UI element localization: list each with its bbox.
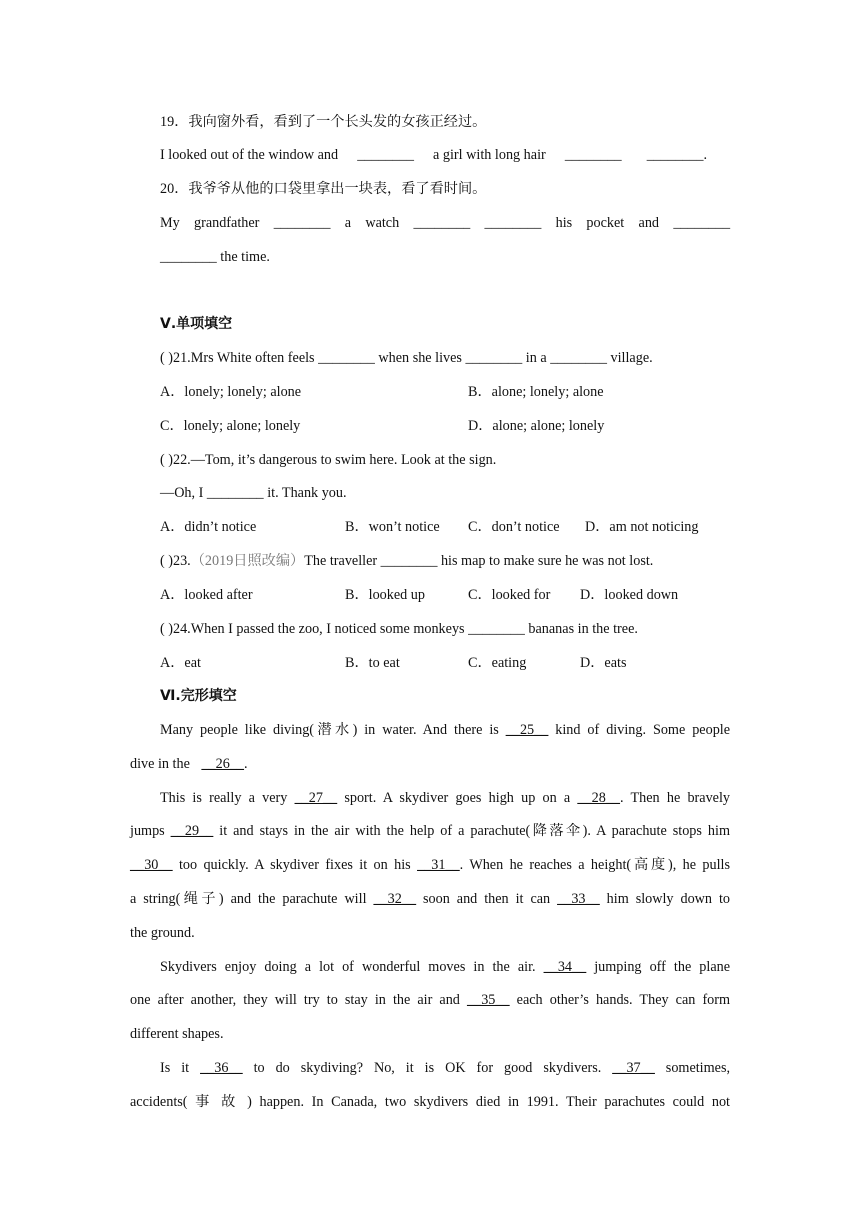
cloze-blank-32: __32__ bbox=[373, 891, 417, 907]
q21-stem: ( )21.Mrs White often feels ________ when she lives ________ in a ________ village. bbox=[160, 350, 653, 366]
q24-stem: ( )24.When I passed the zoo, I noticed some monkeys ________ bananas in the tree. bbox=[160, 621, 638, 637]
q20-blank-1: ________ bbox=[273, 215, 331, 231]
cloze-blank-35: __35__ bbox=[467, 992, 510, 1008]
cloze-blank-34: __34__ bbox=[543, 959, 587, 975]
q21-option-b: B．alone; lonely; alone bbox=[468, 384, 604, 400]
cloze-text: to do skydiving? No, it is OK for good skydivers. bbox=[253, 1060, 602, 1076]
cloze-text: . Then he bravely bbox=[619, 790, 730, 806]
q19-period: . bbox=[703, 147, 707, 163]
cloze-blank-27: __27__ bbox=[294, 790, 338, 806]
q19-blank-2: ________ bbox=[564, 147, 622, 163]
cloze-p4-line2: accidents( 事 故 ) happen. In Canada, two skydivers died in 1991. Their parachutes could not bbox=[130, 1094, 730, 1110]
q20-text-c: his pocket and bbox=[555, 215, 660, 231]
cloze-text: Many people like diving(潜水) in water. And there is bbox=[160, 722, 499, 738]
q24-option-d: D．eats bbox=[580, 655, 627, 671]
q23-source: （2019日照改编） bbox=[190, 553, 305, 569]
cloze-blank-26: __26__ bbox=[201, 756, 244, 772]
q23-option-a: A．looked after bbox=[160, 587, 253, 603]
q19-text-b: a girl with long hair bbox=[433, 147, 546, 163]
cloze-text: This is really a very bbox=[160, 790, 288, 806]
q22-option-d: D．am not noticing bbox=[585, 519, 699, 535]
cloze-text: . bbox=[244, 756, 248, 772]
cloze-text: him slowly down to bbox=[606, 891, 731, 907]
cloze-p2-line2 bbox=[130, 821, 730, 841]
q22-reply: —Oh, I ________ it. Thank you. bbox=[160, 485, 347, 501]
q23-option-d: D．looked down bbox=[580, 587, 679, 603]
q22-stem: ( )22.—Tom, it’s dangerous to swim here. Look at the sign. bbox=[160, 452, 497, 468]
cloze-blank-29: __29__ bbox=[170, 823, 214, 839]
section-5-title: Ⅴ.单项填空 bbox=[160, 316, 233, 332]
q19-text-a: I looked out of the window and bbox=[160, 147, 339, 163]
q23-stem bbox=[160, 551, 653, 571]
cloze-p3-line1 bbox=[160, 957, 730, 977]
cloze-text: jumps bbox=[130, 823, 165, 839]
cloze-text: a string(绳子) and the parachute will bbox=[130, 891, 367, 907]
cloze-blank-25: __25__ bbox=[505, 722, 549, 738]
q20-english-line1 bbox=[160, 213, 730, 233]
cloze-text: Is it bbox=[160, 1060, 190, 1076]
q22-option-a: A．didn’t notice bbox=[160, 519, 257, 535]
q20-blank-5: ________ bbox=[160, 249, 217, 265]
cloze-text: soon and then it can bbox=[423, 891, 551, 907]
cloze-text: sport. A skydiver goes high up on a bbox=[344, 790, 571, 806]
q23-option-b: B．looked up bbox=[345, 587, 425, 603]
cloze-p2-line3 bbox=[130, 855, 730, 875]
cloze-blank-28: __28__ bbox=[577, 790, 620, 806]
q23-number: ( )23. bbox=[160, 553, 191, 569]
q20-chinese: 20．我爷爷从他的口袋里拿出一块表，看了看时间。 bbox=[160, 181, 487, 197]
q20-blank-4: ________ bbox=[673, 215, 731, 231]
cloze-p3-line2 bbox=[130, 990, 730, 1010]
q24-option-a: A．eat bbox=[160, 655, 201, 671]
q20-blank-2: ________ bbox=[413, 215, 471, 231]
cloze-text: one after another, they will try to stay in the air and bbox=[130, 992, 460, 1008]
q20-english-line2 bbox=[160, 247, 270, 267]
cloze-p1-line1 bbox=[160, 720, 730, 740]
cloze-p2-line5: the ground. bbox=[130, 925, 195, 941]
q19-english bbox=[160, 145, 707, 165]
q19-blank-1: ________ bbox=[357, 147, 414, 163]
cloze-blank-31: __31__ bbox=[417, 857, 460, 873]
q19-blank-3: ________ bbox=[646, 147, 704, 163]
q23-option-c: C．looked for bbox=[468, 587, 551, 603]
q20-text-a: My grandfather bbox=[160, 215, 260, 231]
q20-text-d: the time. bbox=[220, 249, 270, 265]
cloze-text: dive in the bbox=[130, 756, 190, 772]
q21-option-d: D．alone; alone; lonely bbox=[468, 418, 605, 434]
cloze-blank-37: __37__ bbox=[612, 1060, 655, 1076]
q20-blank-3: ________ bbox=[484, 215, 542, 231]
q21-option-c: C．lonely; alone; lonely bbox=[160, 418, 301, 434]
cloze-blank-33: __33__ bbox=[557, 891, 600, 907]
cloze-text: too quickly. A skydiver fixes it on his bbox=[178, 857, 411, 873]
cloze-blank-36: __36__ bbox=[200, 1060, 243, 1076]
cloze-text: sometimes, bbox=[665, 1060, 731, 1076]
q23-text: The traveller ________ his map to make sure he was not lost. bbox=[304, 553, 654, 569]
cloze-text: . When he reaches a height(高度), he pulls bbox=[459, 857, 731, 873]
q24-option-c: C．eating bbox=[468, 655, 527, 671]
cloze-p3-line3: different shapes. bbox=[130, 1026, 224, 1042]
q21-option-a: A．lonely; lonely; alone bbox=[160, 384, 302, 400]
cloze-text: each other’s hands. They can form bbox=[516, 992, 731, 1008]
cloze-blank-30: __30__ bbox=[130, 857, 173, 873]
cloze-text: jumping off the plane bbox=[594, 959, 731, 975]
cloze-p1-line2 bbox=[130, 754, 248, 774]
cloze-text: kind of diving. Some people bbox=[555, 722, 731, 738]
cloze-p2-line4 bbox=[130, 889, 730, 909]
q22-option-c: C．don’t notice bbox=[468, 519, 560, 535]
cloze-p2-line1 bbox=[160, 788, 730, 808]
cloze-text: Skydivers enjoy doing a lot of wonderful moves in the air. bbox=[160, 959, 536, 975]
q19-chinese: 19．我向窗外看，看到了一个长头发的女孩正经过。 bbox=[160, 114, 487, 130]
q22-option-b: B．won’t notice bbox=[345, 519, 440, 535]
cloze-p4-line1 bbox=[160, 1058, 730, 1078]
section-6-title: Ⅵ.完形填空 bbox=[160, 688, 237, 704]
q20-text-b: a watch bbox=[344, 215, 400, 231]
q24-option-b: B．to eat bbox=[345, 655, 400, 671]
cloze-text: it and stays in the air with the help of a parachute(降落伞). A parachute stops him bbox=[219, 823, 730, 839]
